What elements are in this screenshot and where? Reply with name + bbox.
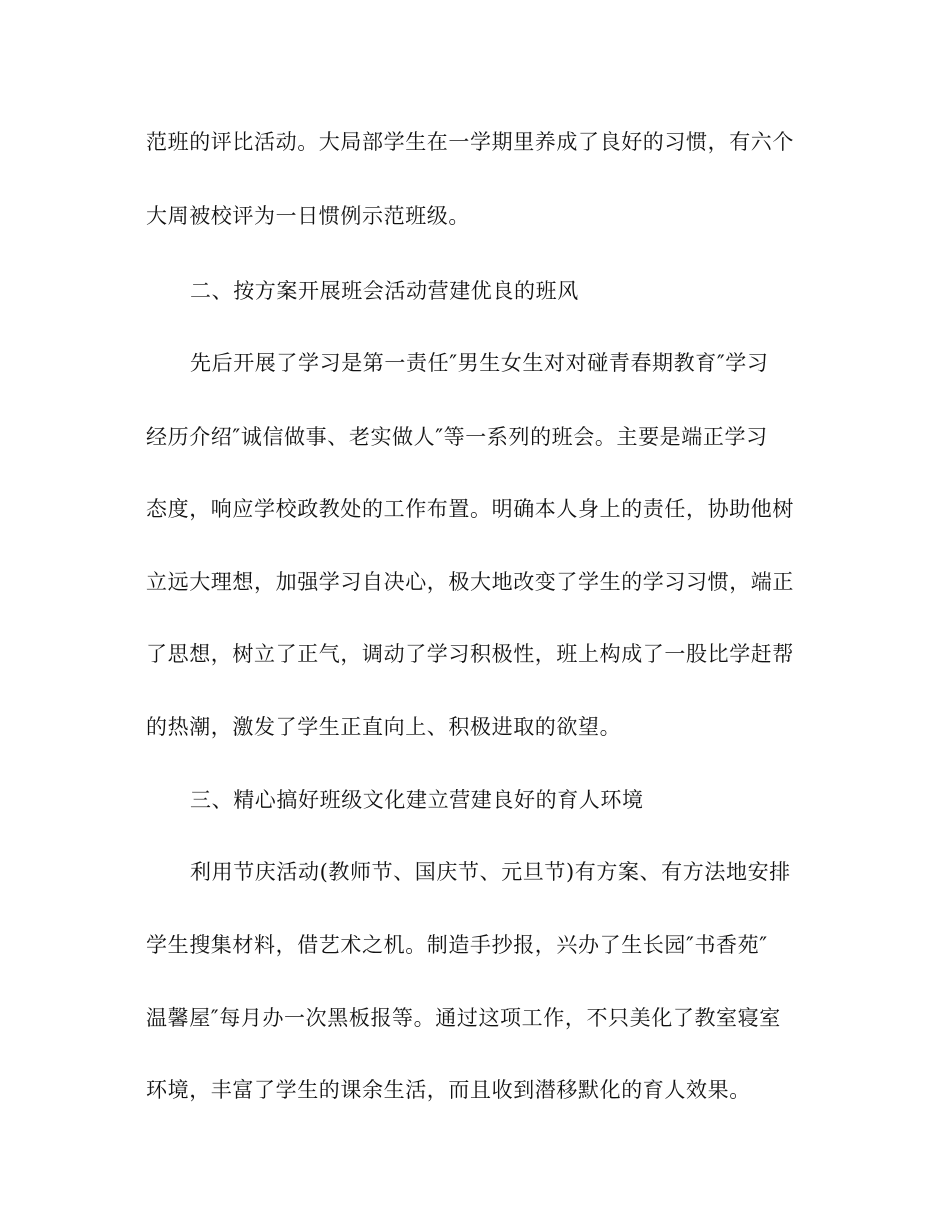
paragraph-line: 利用节庆活动(教师节、国庆节、元旦节)有方案、有方法地安排 — [190, 860, 791, 884]
paragraph-line: 立远大理想，加强学习自决心，极大地改变了学生的学习习惯，端正 — [146, 570, 794, 594]
paragraph-line: 范班的评比活动。大局部学生在一学期里养成了良好的习惯，有六个 — [146, 130, 794, 154]
paragraph-line: 经历介绍″诚信做事、老实做人″等一系列的班会。主要是端正学习 — [146, 425, 768, 449]
paragraph-line: 先后开展了学习是第一责任″男生女生对对碰青春期教育″学习 — [190, 351, 769, 375]
paragraph-line: 大周被校评为一日惯例示范班级。 — [146, 204, 470, 228]
paragraph-line: 温馨屋″每月办一次黑板报等。通过这项工作，不只美化了教室寝室 — [146, 1006, 781, 1030]
section-heading: 三、精心搞好班级文化建立营建良好的育人环境 — [190, 788, 644, 812]
paragraph-line: 学生搜集材料，借艺术之机。制造手抄报，兴办了生长园″书香苑″ — [146, 933, 768, 957]
paragraph-line: 了思想，树立了正气，调动了学习积极性，班上构成了一股比学赶帮 — [146, 642, 794, 666]
paragraph-line: 态度，响应学校政教处的工作布置。明确本人身上的责任，协助他树 — [146, 497, 794, 521]
section-heading: 二、按方案开展班会活动营建优良的班风 — [190, 279, 579, 303]
paragraph-line: 环境，丰富了学生的课余生活，而且收到潜移默化的育人效果。 — [146, 1078, 751, 1102]
paragraph-line: 的热潮，激发了学生正直向上、积极进取的欲望。 — [146, 715, 622, 739]
